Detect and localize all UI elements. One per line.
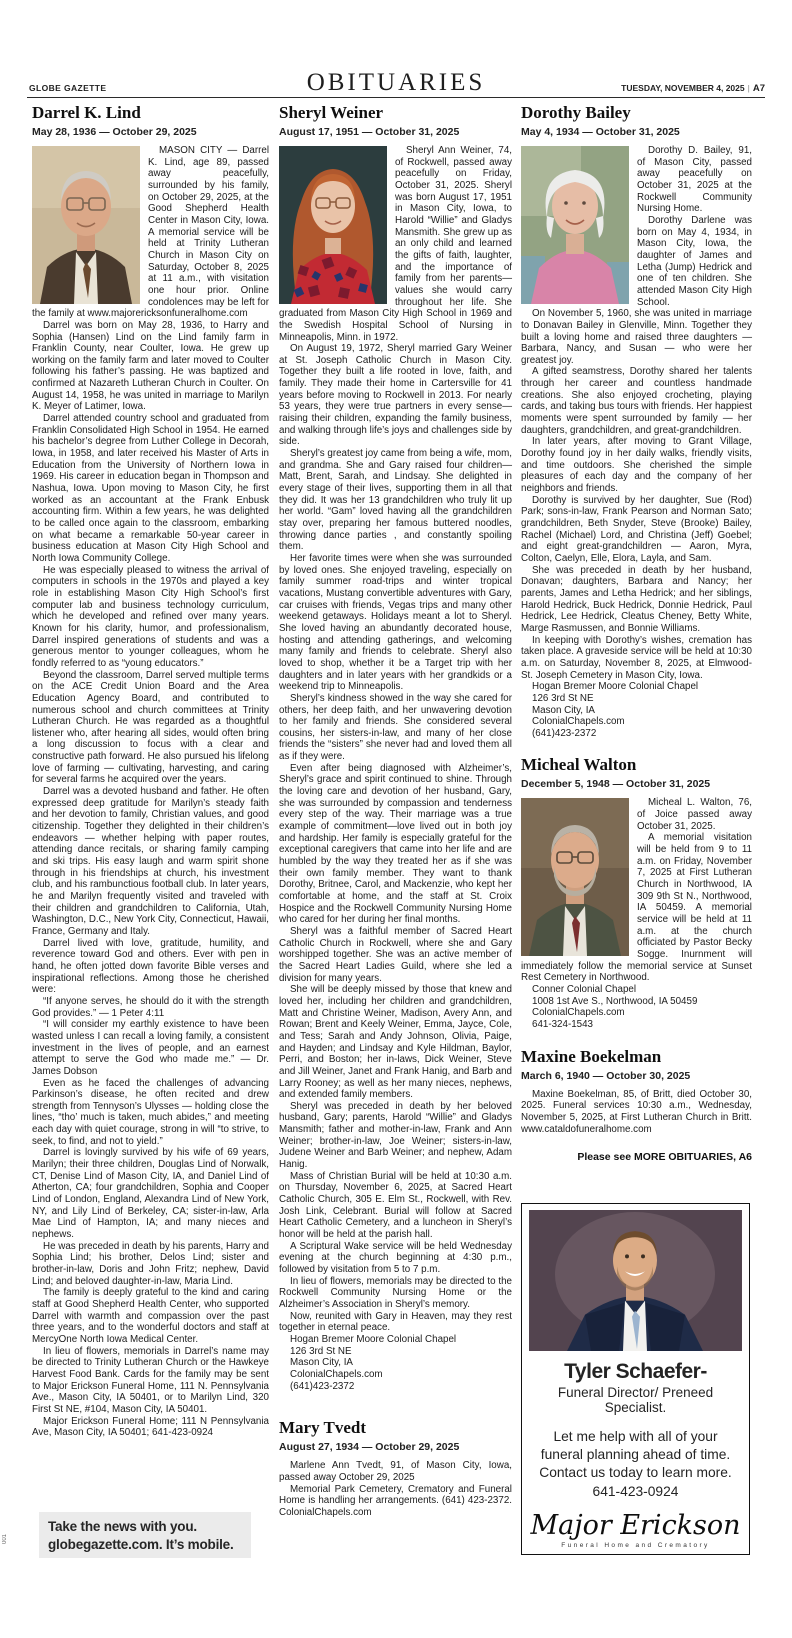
column-2 bbox=[279, 103, 512, 1535]
page-number: A7 bbox=[752, 83, 765, 94]
obituary-paragraph: A memorial visitation will be held from 9 to 11 a.m. on Friday, November 7, 2025 at First Lutheran Church in Northwood, IA 309 9th St N., Northwood, IA 50459. A memorial service will be held at 11 a.m. at the church officiated by Pastor Becky Sogge. Inurnment will immediately follow the memorial service at Sunset Rest Cemetery in Northwood. bbox=[521, 832, 752, 984]
obituary-paragraph: Beyond the classroom, Darrel served multiple terms on the ACE Credit Union Board and the Area Education Agency Board, and contributed to numerous school and church committees at Trinity Lutheran Church. He was regarded as a thoughtful listener who, after hearing all sides, would often bring a long discussion to focus with a clear and constructive path forward. He also pursued his lifelong love of farming — cultivating, harvesting, and caring for several farms he acquired over the years. bbox=[32, 669, 269, 786]
obituary-paragraph: Maxine Boekelman, 85, of Britt, died October 30, 2025. Funeral services 10:30 a.m., Wednesday, November 5, 2025, at First Lutheran Church in Britt. www.cataldofuneralhome.com bbox=[521, 1088, 752, 1135]
address-line: 1008 1st Ave S., Northwood, IA 50459 bbox=[532, 995, 698, 1007]
obituary-dorothy-bailey bbox=[521, 103, 752, 739]
page-title: OBITUARIES bbox=[306, 69, 486, 96]
obituary-paragraph: A gifted seamstress, Dorothy shared her talents through her career and countless handmade creations. She also enjoyed crocheting, playing cards, and taking bus tours with friends. Her happiest moments were spent surrounded by family — her daughters, grandchildren, and great-grandchildren. bbox=[521, 366, 752, 436]
obituary-dates: May 28, 1936 — October 29, 2025 bbox=[32, 126, 197, 138]
obituary-dates: August 27, 1934 — October 29, 2025 bbox=[279, 1441, 460, 1454]
ad-body-text: Let me help with all of your funeral planning ahead of time. Contact us today to learn more. 641-423-0924 bbox=[539, 1429, 732, 1499]
obituary-paragraph: He was preceded in death by his parents, Harry and Sophia Lind; his brother, Delos Lind; sister and brother-in-law, Doris and John Fritz; nephew, David Lind; and beloved daughter-in-law, Maria Lind. bbox=[32, 1240, 269, 1287]
masthead: GLOBE GAZETTE bbox=[29, 83, 107, 93]
ad-person-name: Tyler Schaefer- bbox=[564, 1360, 707, 1383]
address-line: ColonialChapels.com bbox=[532, 1007, 625, 1019]
obituary-paragraph: Darrel attended country school and graduated from Franklin Consolidated High School in 1954. He earned his bachelor’s degree from Luther College in Decorah, Iowa, in 1958, and later received his Master of Arts in Education from the University of Northern Iowa in 1969. His career in education began in Thompson and Nashua, Iowa. Upon moving to Mason City, he first worked as an accountant at the Frank Enbusk accounting firm. Within a few years, he was delighted to be called once again to the classroom, embarking on what became a remarkable 50-year career in business education at Mason City High School and North Iowa Community College. bbox=[32, 413, 269, 564]
obituary-paragraph: Darrel is lovingly survived by his wife of 69 years, Marilyn; their three children, Douglas Lind of Norwalk, CT, Denise Lind of Mason City, IA, and Daniel Lind of Atherton, CA; four grandchildren, Sophia and Cooper Lind of London, England, Alexandra Lind of New York, NY, and Lily Lind of Berkeley, CA; sister-in-law, Arla Mae Lind of Hampton, IA; and many nieces and nephews. bbox=[32, 1147, 269, 1241]
obituary-name: Darrel K. Lind bbox=[32, 103, 141, 122]
obituary-paragraph: Darrel was a devoted husband and father. He often expressed deep gratitude for Marilyn’s steady faith and her devotion to family, Christian values, and good citizenship. Together they delighted in their children’s endeavors — whether helping with paper routes, attending dance recitals, or sharing family camping and ski trips. His easy laugh and warm spirit shone through in his friendships at church, his investment club, and his rambunctious football club. In later years, he and Marilyn frequently visited and traveled with their children and grandchildren to California, Utah, Washington, D.C., New York City, Connecticut, Hawaii, France, Germany and Italy. bbox=[32, 786, 269, 937]
obituary-name: Mary Tvedt bbox=[279, 1418, 367, 1438]
obituary-paragraph: Micheal L. Walton, 76, of Joice passed away October 31, 2025. bbox=[637, 797, 752, 832]
obituary-dates: May 4, 1934 — October 31, 2025 bbox=[521, 126, 680, 138]
obituary-paragraph: Sheryl’s kindness showed in the way she cared for others, her deep faith, and her unwavering devotion to her family and friends. She considered several cousins, her sisters-in-law, and many of her close friends the “sisters” she never had and loved them all as if they were. bbox=[279, 692, 512, 763]
funeral-director-ad bbox=[521, 1203, 750, 1555]
major-erickson-logo-subtitle: Funeral Home and Crematory bbox=[561, 1541, 710, 1549]
address-line: Mason City, IA bbox=[532, 704, 595, 716]
obituary-paragraph: Her favorite times were when she was surrounded by loved ones. She enjoyed traveling, especially on family summer road-trips and winter tropical vacations, Mustang convertible adventures with Gary, car cruises with friends, Vegas trips and many other weekend getaways. Holidays meant a lot to Sheryl. She loved having an abundantly decorated house, hosting and attending gatherings, and welcoming many family and friends to celebrate. Sheryl also loved to shop, whether it be a Target trip with her daughters and in later years with her grandkids or a weekend trip to Minneapolis. bbox=[279, 552, 512, 693]
obituary-paragraph: MASON CITY — Darrel K. Lind, age 89, passed away peacefully, surrounded by his family, on October 29, 2025, at the Good Shepherd Health Center in Mason City, Iowa. A memorial service will be held at Trinity Lutheran Church in Mason City on Saturday, October 8, 2025 at 11 a.m., with visitation one hour prior. Online condolences may be left for the family at www.majorericksonfuneralhome.com bbox=[32, 145, 269, 320]
obituary-paragraph: Now, reunited with Gary in Heaven, may they rest together in eternal peace. bbox=[279, 1310, 512, 1334]
obituary-text bbox=[279, 1460, 512, 1518]
obituary-paragraph: Sheryl Ann Weiner, 74, of Rockwell, passed away peacefully on Friday, October 31, 2025. Sheryl was born August 17, 1951 in Mason City, Iowa, to Harold “Willie” and Gladys Mansmith. She grew up as an only child and learned the gifts of faith, laughter, and the importance of family from her parents—values she would carry throughout her life. She graduated from Mason City High School in 1969 and the Swedish Hospital School of Nursing in Minneapolis, Minn. in 1972. bbox=[279, 145, 512, 343]
promo-line-2: globegazette.com. It’s mobile. bbox=[48, 1536, 234, 1552]
obituary-text bbox=[32, 145, 269, 1439]
obituary-paragraph: On November 5, 1960, she was united in marriage to Donavan Bailey in Glenville, Minn. Together they built a loving home and raised three daughters — Barbara, Nancy, and Susan — who were her greatest joy. bbox=[521, 308, 752, 366]
address-line: ColonialChapels.com bbox=[290, 1368, 383, 1380]
address-line: Mason City, IA bbox=[290, 1357, 353, 1369]
obituary-darrel-lind bbox=[32, 103, 269, 1439]
obituary-paragraph: Even as he faced the challenges of advancing Parkinson’s disease, he often recited and drew strength from Tennyson’s Ulysses — holding close the lines, “tho’ much is taken, much abides,” and meeting each day with quiet courage, strong in will “to strive, to seek, to find, and not to yield.” bbox=[32, 1077, 269, 1147]
obituary-text bbox=[521, 1089, 752, 1136]
obituary-dates: August 17, 1951 — October 31, 2025 bbox=[279, 126, 460, 138]
obituary-paragraph: Sheryl was preceded in death by her beloved husband, Gary; parents, Harold “Willie” and Gladys Mansmith; father and mother-in-law, Frank and Ann Weiner; brother-in-law, Joe Weiner; sisters-in-law, Judene Weiner and Barb Weiner; and nephew, Adam Hanig. bbox=[279, 1100, 512, 1171]
ad-portrait-tyler-schaefer-photo bbox=[529, 1210, 742, 1351]
column-1 bbox=[32, 103, 269, 1455]
address-line: 641-324-1543 bbox=[532, 1018, 594, 1030]
funeral-home-address bbox=[521, 681, 752, 739]
address-line: (641)423-2372 bbox=[290, 1380, 355, 1392]
obituary-paragraph: Memorial Park Cemetery, Crematory and Funeral Home is handling her arrangements. (641) 423-2372. ColonialChapels.com bbox=[279, 1483, 512, 1518]
obituary-paragraph: Sheryl was a faithful member of Sacred Heart Catholic Church in Rockwell, where she and Gary worshipped together. She was an active member of the Sacred Heart Ladies Guild, where she led a division for many years. bbox=[279, 925, 512, 984]
obituary-micheal-walton bbox=[521, 755, 752, 1030]
funeral-home-address bbox=[521, 984, 752, 1031]
address-line: 126 3rd St NE bbox=[532, 692, 594, 704]
obituary-paragraph: The family is deeply grateful to the kind and caring staff at Good Shepherd Health Center, who supported Darrel with warmth and compassion over the past three years, and to the wonderful doctors and staff at MercyOne North Iowa Medical Center. bbox=[32, 1287, 269, 1345]
obituary-paragraph: “I will consider my earthly existence to have been wasted unless I can recall a loving family, a consistent investment in the lives of people, and an earnest attempt to serve the God who made me.” — Dr. James Dobson bbox=[32, 1019, 269, 1077]
address-line: ColonialChapels.com bbox=[532, 716, 625, 728]
obituary-paragraph: Darrel lived with love, gratitude, humility, and reverence toward God and others. Ever with pen in hand, he often jotted down favorite Bible verses and inspirational reflections. Among those he cherished were: bbox=[32, 937, 269, 996]
funeral-home-address bbox=[279, 1334, 512, 1392]
obituary-paragraph: Darrel was born on May 28, 1936, to Harry and Sophia (Hansen) Lind on the Lind family farm in Franklin County, near Coulter, Iowa. He grew up working on the family farm and later moved to Coulter following his father’s passing. He was baptized and confirmed at Nazareth Lutheran Church in Coulter. On August 14, 1958, he was united in marriage to Marilyn K. Meyer of Latimer, Iowa. bbox=[32, 319, 269, 413]
obituary-paragraph: Sheryl’s greatest joy came from being a wife, mom, and grandma. She and Gary raised four children— Matt, Brent, Sarah, and Lindsay. She delighted in every stage of their lives, supporting them in all that they did. It was her 13 grandchildren who truly lit up her world. “Gam” loved having all the grandchildren stay over, preparing her famous buttered noodles, throwing dance parties , and constantly spoiling them. bbox=[279, 448, 512, 553]
obituary-name: Dorothy Bailey bbox=[521, 103, 631, 122]
dateline-separator: | bbox=[747, 83, 750, 93]
obituary-paragraph: “If anyone serves, he should do it with the strength God provides.” — 1 Peter 4:11 bbox=[32, 995, 269, 1019]
obituary-paragraph: In later years, after moving to Grant Village, Dorothy found joy in her daily walks, friendly visits, and time outdoors. She cherished the simple pleasures of each day and the company of her neighbors and friends. bbox=[521, 436, 752, 495]
portrait-dorothy-bailey-photo bbox=[521, 146, 629, 304]
dateline bbox=[621, 83, 765, 94]
address-line: Hogan Bremer Moore Colonial Chapel bbox=[532, 681, 699, 693]
obituary-paragraph: A Scriptural Wake service will be held Wednesday evening at the church beginning at 4:30 p.m., followed by visitation from 5 to 7 p.m. bbox=[279, 1240, 512, 1275]
column-3 bbox=[521, 103, 752, 1163]
header-rule bbox=[27, 97, 765, 98]
obituary-paragraph: Major Erickson Funeral Home; 111 N Pennsylvania Ave, Mason City, IA 50401; 641-423-0924 bbox=[32, 1415, 269, 1439]
obituary-name: Maxine Boekelman bbox=[521, 1046, 662, 1066]
obituary-paragraph: In keeping with Dorothy’s wishes, cremation has taken place. A graveside service will be held at 10:30 a.m. on Saturday, November 8, 2025, at Elmwood-St. Joseph Cemetery in Mason City, Iowa. bbox=[521, 634, 752, 681]
portrait-micheal-walton-photo bbox=[521, 798, 629, 956]
address-line: Conner Colonial Chapel bbox=[532, 983, 637, 995]
obituary-paragraph: Mass of Christian Burial will be held at 10:30 a.m. on Thursday, November 6, 2025, at Sacred Heart Catholic Church, 305 E. Elm St., Rockwell, with Rev. Josh Link, Celebrant. Burial will follow at Sacred Heart Catholic Cemetery, and a luncheon in Sheryl’s honor will be held at the parish hall. bbox=[279, 1170, 512, 1241]
address-line: 126 3rd St NE bbox=[290, 1345, 352, 1357]
promo-line-1: Take the news with you. bbox=[48, 1519, 197, 1534]
obituary-paragraph: On August 19, 1972, Sheryl married Gary Weiner at St. Joseph Catholic Church in Mason City. Together they built a life rooted in love, faith, and family. They made their home in Cartersville for 41 years before moving to Rockwell in 2013. For nearly 53 years, they were true partners in every sense—raising their children, expanding the family business, and walking through life’s joys and challenges side by side. bbox=[279, 343, 512, 448]
obituary-paragraph: In lieu of flowers, memorials in Darrel’s name may be directed to Trinity Lutheran Church or the Hawkeye Harvest Food Bank. Cards for the family may be sent to Major Erickson Funeral Home, 111 N. Pennsylvania Ave., Mason City, IA 50401, or to Marilyn Lind, 320 First St NE, #104, Mason City, IA 50401. bbox=[32, 1345, 269, 1415]
obituary-paragraph: In lieu of flowers, memorials may be directed to the Rockwell Community Nursing Home or the Alzheimer’s Association in Sheryl’s memory. bbox=[279, 1275, 512, 1310]
more-obituaries-note: Please see MORE OBITUARIES, A6 bbox=[577, 1151, 752, 1164]
obituary-paragraph: Dorothy is survived by her daughter, Sue (Rod) Park; sons-in-law, Frank Pearson and Norman Sato; grandchildren, Beth Snyder, Steve (Brooke) Bailey, Rachel (Michael) Lord, and Christina (Jeff) Goebel; and eight great-grandchildren — Aaron, Myra, Colton, Caelyn, Elle, Elora, Layla, and Sam. bbox=[521, 494, 752, 564]
obituary-paragraph: Dorothy Darlene was born on May 4, 1934, in Mason City, Iowa, the daughter of James and Letha (Jump) Hedrick and one of ten children. She attended Mason City High School. bbox=[637, 214, 752, 308]
obituary-paragraph: Marlene Ann Tvedt, 91, of Mason City, Iowa, passed away October 29, 2025 bbox=[279, 1460, 512, 1483]
obituary-dates: March 6, 1940 — October 30, 2025 bbox=[521, 1069, 691, 1082]
obituary-sheryl-weiner bbox=[279, 103, 512, 1392]
obituary-name: Sheryl Weiner bbox=[279, 103, 384, 122]
address-line: (641)423-2372 bbox=[532, 727, 597, 739]
obituary-name: Micheal Walton bbox=[521, 755, 637, 775]
obituary-paragraph: Dorothy D. Bailey, 91, of Mason City, passed away peacefully on October 31, 2025 at the Rockwell Community Nursing Home. bbox=[637, 145, 752, 215]
dateline-date: TUESDAY, NOVEMBER 4, 2025 bbox=[621, 83, 745, 93]
obituary-paragraph: She will be deeply missed by those that knew and loved her, including her children and grandchildren, Matt and Christine Weiner, Madison, Avery Ann, and Rowan; Brent and Keely Weiner, Emma, Jayce, Cole, and Tess; Sarah and Andy Johnson, Olivia, Paige, and Hayden; and Lindsay and Kyle Hildman, Baylor, Perri, and Boston; her in-laws, Dick Weiner, Steve and Jill Weiner, Janet and Frank Hanig, and Barb and Larry Rooney; as well as her many nieces, nephews, and extended family members. bbox=[279, 984, 512, 1101]
obituary-paragraph: Even after being diagnosed with Alzheimer’s, Sheryl’s grace and spirit continued to shine. Through the loving care and devotion of her husband, Gary, she was surrounded by compassion and tenderness every step of the way. Their marriage was a true example of commitment—love lived out in both joy and hardship. Her family is especially grateful for the exceptional caregivers that came into her life and are humbled by the way they treated her as if she was their own family member. They want to thank Dorothy, Britnee, Carol, and Mackenzie, who kept her comfortable at home, and the staff at St. Croix Hospice and the Rockwell Community Nursing Home who cared for her during her final months. bbox=[279, 762, 512, 926]
obituary-paragraph: He was especially pleased to witness the arrival of computers in schools in the 1970s and played a key role in establishing Mason City High School’s first computer lab and business technology curriculum, which he developed and refined over many years. Known for his clarity, humor, and professionalism, Darrel inspired generations of students and was a generous mentor to younger colleagues, whom he fondly referred to as “young educators.” bbox=[32, 564, 269, 669]
promo-banner bbox=[39, 1512, 251, 1558]
obituary-maxine-boekelman bbox=[521, 1047, 752, 1136]
obituary-dates: December 5, 1948 — October 31, 2025 bbox=[521, 778, 711, 791]
major-erickson-logo: Major Erickson bbox=[530, 1509, 741, 1541]
portrait-darrel-lind-photo bbox=[32, 146, 140, 304]
obituary-text bbox=[279, 145, 512, 1334]
obituary-paragraph: She was preceded in death by her husband, Donavan; daughters, Barbara and Nancy; her parents, James and Letha Hedrick; and her siblings, Harold Hedrick, Buck Hedrick, Donnie Hedrick, Paul Hedrick, Lee Hedrick, Cleatus Cheney, Betty White, Marge Rasmussen, and Bonnie Williams. bbox=[521, 564, 752, 634]
edge-fold-marker: 001 bbox=[2, 1534, 8, 1545]
portrait-sheryl-weiner-photo bbox=[279, 146, 387, 304]
obituary-mary-tvedt bbox=[279, 1418, 512, 1518]
ad-person-title: Funeral Director/ Preneed Specialist. bbox=[557, 1385, 714, 1415]
address-line: Hogan Bremer Moore Colonial Chapel bbox=[290, 1333, 457, 1345]
